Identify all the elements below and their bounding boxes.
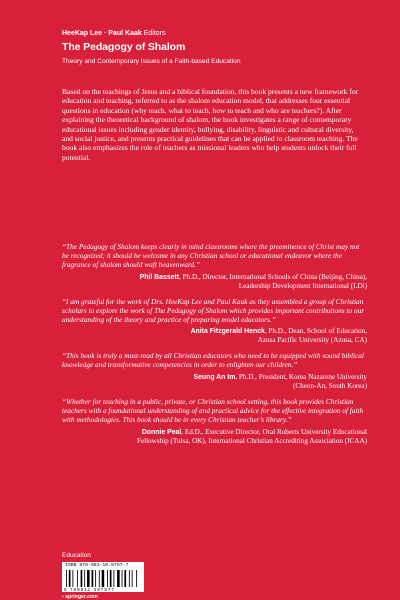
endorsement	[62, 398, 367, 446]
endorser-title: , Ph.D., Director, International Schools of China (Beijing, China),	[179, 272, 367, 281]
endorser-name: Seung An Im	[193, 374, 236, 382]
endorser-affiliation: Leadership Development International (LDi)	[238, 281, 367, 290]
editor-names: HeeKap Lee · Paul Kaak	[62, 30, 142, 37]
endorser-affiliation: Fellowship (Tulsa, OK), International Christian Accrediting Association (ICAA)	[137, 436, 367, 445]
endorsement	[62, 352, 367, 391]
endorser-title: , Ph.D., President, Korea Nazarene University	[235, 373, 367, 382]
endorser-title: , Ph.D., Dean, School of Education,	[264, 327, 367, 336]
endorser-affiliation: Azusa Pacific University (Azusa, CA)	[257, 336, 367, 345]
publisher-link[interactable]: › springer.com	[62, 594, 98, 600]
endorser-name: Donnie Peal	[141, 428, 182, 436]
endorser-name: Anita Fitzgerald Henck	[190, 328, 265, 336]
isbn-label: ISBN 978-981-10-9757-7	[65, 563, 129, 568]
endorsement-text: “This book is truly a must-read by all Christian educators who need to be equipped with sound biblical knowledge and transformative competencies in order to enlighten our children.”	[62, 351, 364, 370]
editors-line	[62, 30, 166, 37]
endorsement-attribution	[62, 327, 367, 345]
endorsements	[62, 243, 367, 453]
subject-category: Education	[62, 552, 91, 559]
endorser-title: , Ed.D., Executive Director, Oral Roberts University Educational	[181, 427, 367, 436]
book-description: Based on the teachings of Jesus and a biblical foundation, this book presents a new framework for education and teaching, referred to as the shalom education model, that addresses four essential questions in education (why teach, what to teach, how to teach and who are teachers?). After explaining the theoretical background of shalom, the book investigates a range of contemporary educational issues including gender identity, bullying, disability, linguistic and cultural diversity, and social justice, and presents practical guidelines that can be applied to classroom teaching. The book also emphasizes the role of teachers as missional leaders who help students unlock their full potential.	[62, 87, 359, 162]
endorsement-text: “The Pedagogy of Shalom keeps clearly in mind classrooms where the preeminence of Christ may not be recognized; it should be welcome in any Christian school or educational endeavor where the fragrance of shalom should waft heavenward.”	[62, 242, 360, 269]
endorsement	[62, 298, 367, 346]
endorser-affiliation: (Cheon-An, South Korea)	[293, 382, 367, 391]
barcode-icon	[66, 570, 140, 587]
endorser-name: Phil Bassett	[139, 273, 180, 281]
editor-role: Editors	[143, 30, 166, 37]
book-subtitle: Theory and Contemporary Issues of a Faith-based Education	[62, 58, 241, 65]
endorsement-attribution	[62, 273, 367, 291]
endorsement-text: “I am grateful for the work of Drs. HeeKap Lee and Paul Kaak as they assembled a group of Christian scholars to explore the work of The Pedagogy of Shalom which provides important contributions to our understanding of the theory and practice of preparing model educators.”	[62, 296, 365, 324]
endorsement-text: “Whether for teaching in a public, private, or Christian school setting, this book provides Christian teachers with a foundational understanding of and practical advice for the effective integration of faith with methodologies. This book should be in every Christian teacher’s library.”	[62, 397, 364, 425]
endorsement	[62, 243, 367, 291]
endorsement-attribution	[62, 373, 367, 391]
book-title: The Pedagogy of Shalom	[62, 41, 186, 53]
isbn-barcode	[62, 562, 144, 592]
barcode-digits: 9 789811 097577	[64, 587, 116, 592]
endorsement-attribution	[62, 428, 367, 446]
